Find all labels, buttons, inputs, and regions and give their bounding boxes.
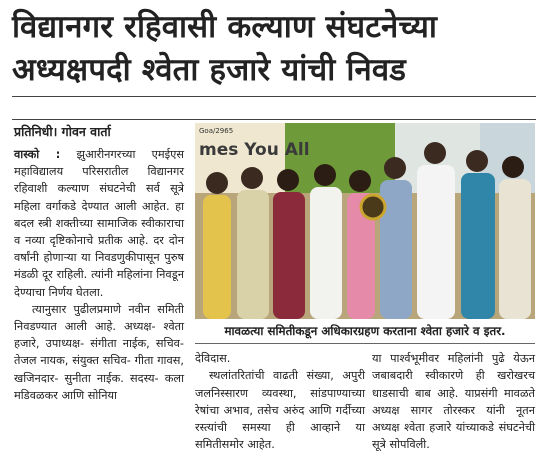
article-paragraph xyxy=(14,146,184,301)
byline: प्रतिनिधी। गोवन वार्ता xyxy=(14,124,111,139)
headline-rule xyxy=(12,96,536,97)
group-photo-illustration xyxy=(195,123,535,319)
paragraph-2: त्यानुसार पुढीलप्रमाणे नवीन समिती निवडण्यात आली आहे. अध्यक्ष- श्वेता हजारे, उपाध्यक्ष- संगीता नाईक, सचिव- तेजल नायक, संयुक्त सचिव- गीता गावस, खजिनदार- सुनीता नाईक. सदस्य- कला मडिवळकर आणि सोनिया xyxy=(14,302,184,402)
byline-rule xyxy=(12,119,536,120)
headline xyxy=(12,6,534,92)
article-column-middle xyxy=(195,350,365,454)
photo-corner-label: Goa/2965 xyxy=(199,127,234,135)
paragraph-4: स्थलांतरितांची वाढती संख्या, अपुरी जलनिस्सारण व्यवस्था, सांडपाण्याच्या रेषांचा अभाव, तसेच अरुंद आणि गर्दीच्या रस्त्यांची समस्या ही आव्हाने या समितीसमोर आहेत. xyxy=(195,369,365,452)
photo-caption: मावळत्या समितीकडून अधिकारग्रहण करताना श्वेता हजारे व इतर. xyxy=(195,319,535,344)
article-column-right xyxy=(372,350,535,454)
paragraph-3: देविदास. xyxy=(195,352,231,365)
paragraph-5: या पार्श्वभूमीवर महिलांनी पुढे येऊन जबाबदारी स्वीकारणे ही खरोखरच धाडसाची बाब आहे. याप्रसंगी मावळते अध्यक्ष सागर तोरस्कर यांनी नूतन अध्यक्ष श्वेता हजारे यांच्याकडे संघटनेची सूत्रे सोपविली. xyxy=(372,352,535,452)
paragraph-1: झुआरीनगरच्या एमईएस महाविद्यालय परिसरातील विद्यानगर रहिवाशी कल्याण संघटनेची सर्व सूत्रे महिला वर्गाकडे देण्यात आली आहेत. हा बदल स्त्री शक्तीच्या सामाजिक स्वीकाराचा व नव्या दृष्टिकोनाचे प्रतीक आहे. दर दोन वर्षांनी होणाऱ्या या निवडणुकीपासून पुरुष मंडळी दूर राहिली. त्यांनी महिलांना निवडून देण्याचा निर्णय घेतला. xyxy=(14,148,185,299)
dateline: वास्को : xyxy=(14,148,61,161)
news-photo xyxy=(195,123,535,319)
photo-banner-text: mes You All xyxy=(199,140,310,160)
headline-line-1: विद्यानगर रहिवासी कल्याण संघटनेच्या xyxy=(12,9,438,45)
headline-line-2: अध्यक्षपदी श्वेता हजारे यांची निवड xyxy=(12,52,407,88)
article-column-left xyxy=(14,146,184,404)
